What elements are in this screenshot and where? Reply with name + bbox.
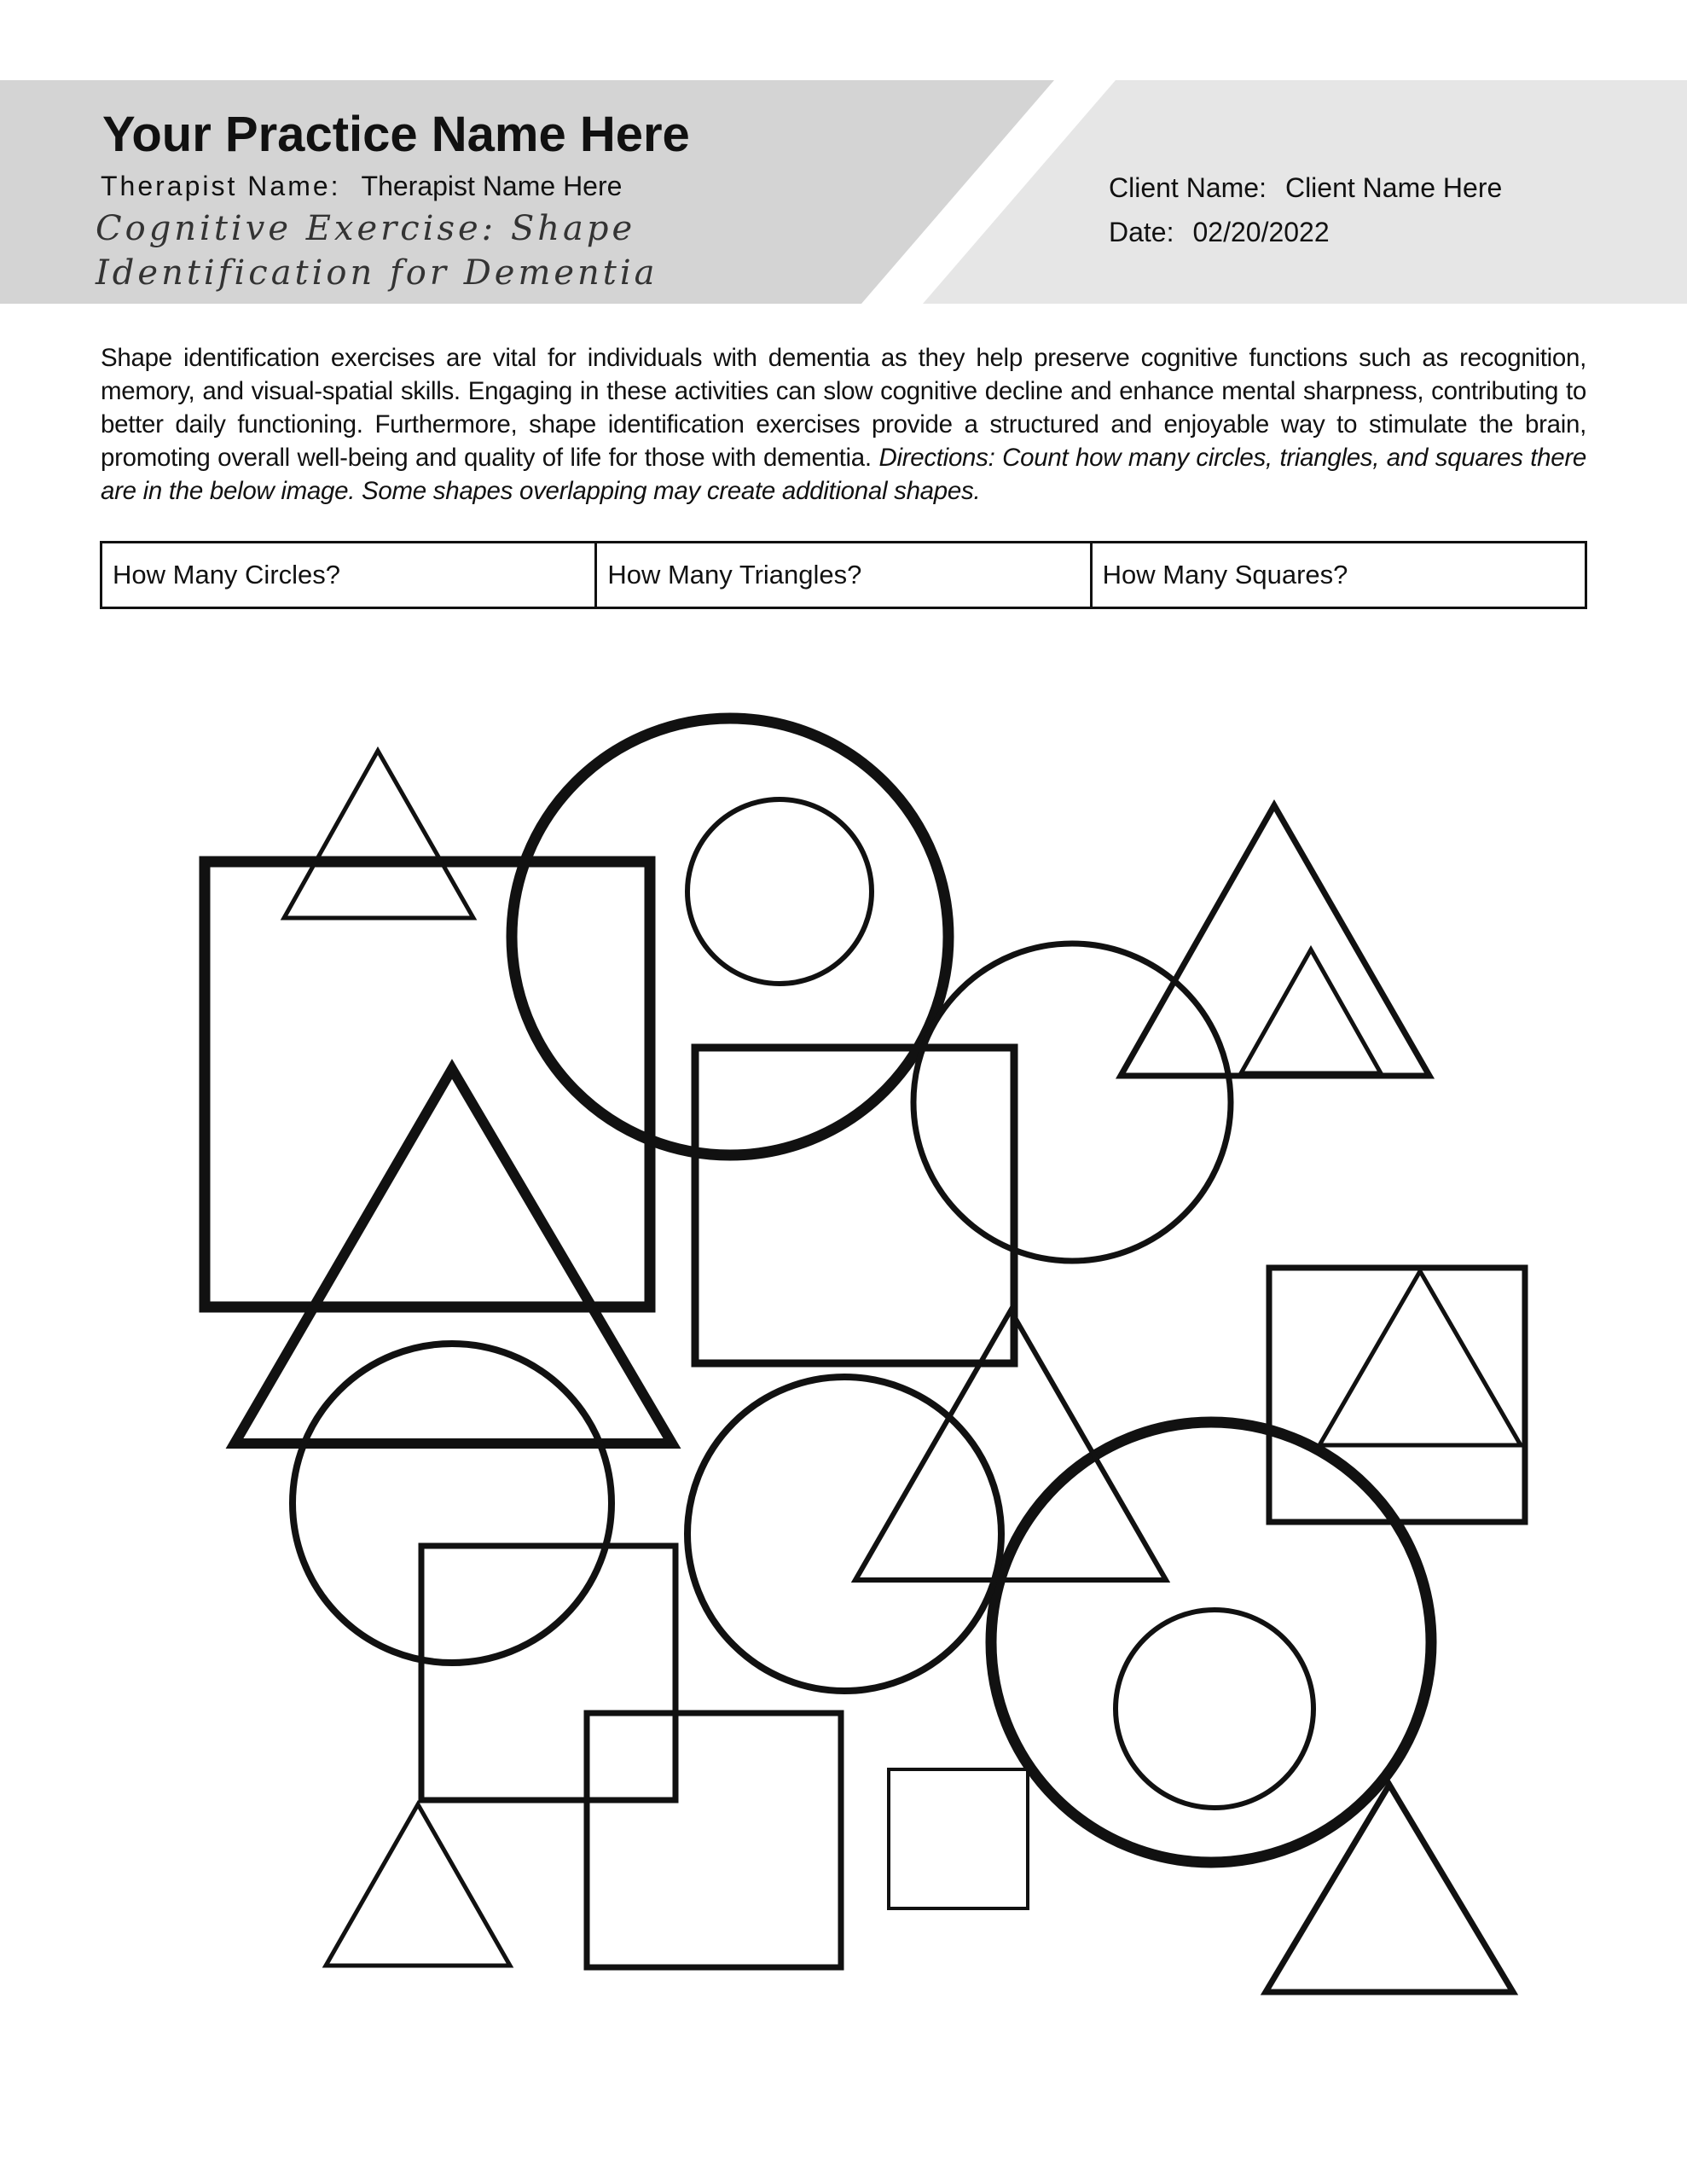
small-square-bottom [889, 1769, 1028, 1908]
big-triangle-left [235, 1069, 672, 1443]
date-label: Date: [1109, 217, 1174, 247]
inner-circle-bottom-right [1116, 1610, 1313, 1808]
triangle-bottom-left [326, 1804, 510, 1966]
circle-middle-right [913, 944, 1231, 1261]
square-middle [695, 1048, 1014, 1363]
square-lower-left [421, 1546, 675, 1800]
client-name-value[interactable]: Client Name Here [1284, 172, 1503, 203]
circles-question: How Many Circles? [113, 560, 341, 590]
big-square [205, 862, 650, 1307]
circle-lower-middle [687, 1377, 1001, 1691]
intro-directions: Directions: Count how many circles, triangles, and squares there are in the below image. Some shapes overlapping may create additional shapes. [101, 444, 1586, 505]
square-bottom-middle [587, 1713, 841, 1967]
squares-question: How Many Squares? [1102, 560, 1348, 590]
inner-circle-top [687, 799, 872, 984]
exercise-title: Cognitive Exercise: Shape Identification for Dementia [96, 209, 658, 293]
triangle-in-square-right [1319, 1271, 1521, 1445]
intro-body: Shape identification exercises are vital for individuals with dementia as they help preserve cognitive functions such as recognition, memory, and visual-spatial skills. Engaging in these activities can slow cognitive decline and enhance mental sharpness, contributing to better daily functioning. Furthermore, shape identification exercises provide a structured and enjoyable way to stimulate the brain, promoting overall well-being and quality of life for those with dementia. [101, 344, 1586, 472]
big-circle-bottom-right [991, 1422, 1431, 1862]
square-right [1269, 1268, 1525, 1522]
triangle-top-left [284, 751, 473, 918]
date-value[interactable]: 02/20/2022 [1192, 217, 1330, 247]
client-name-label: Client Name: [1109, 172, 1267, 203]
therapist-name-value[interactable]: Therapist Name Here [361, 171, 623, 201]
triangle-bottom-right [1266, 1785, 1513, 1992]
practice-name: Your Practice Name Here [102, 107, 690, 162]
big-circle-top [512, 718, 948, 1155]
triangle-top-right [1121, 805, 1429, 1076]
triangles-question: How Many Triangles? [607, 560, 862, 590]
therapist-name-label: Therapist Name: [101, 171, 341, 201]
inner-triangle-top-right [1241, 950, 1381, 1073]
circle-lower-left [293, 1344, 612, 1663]
